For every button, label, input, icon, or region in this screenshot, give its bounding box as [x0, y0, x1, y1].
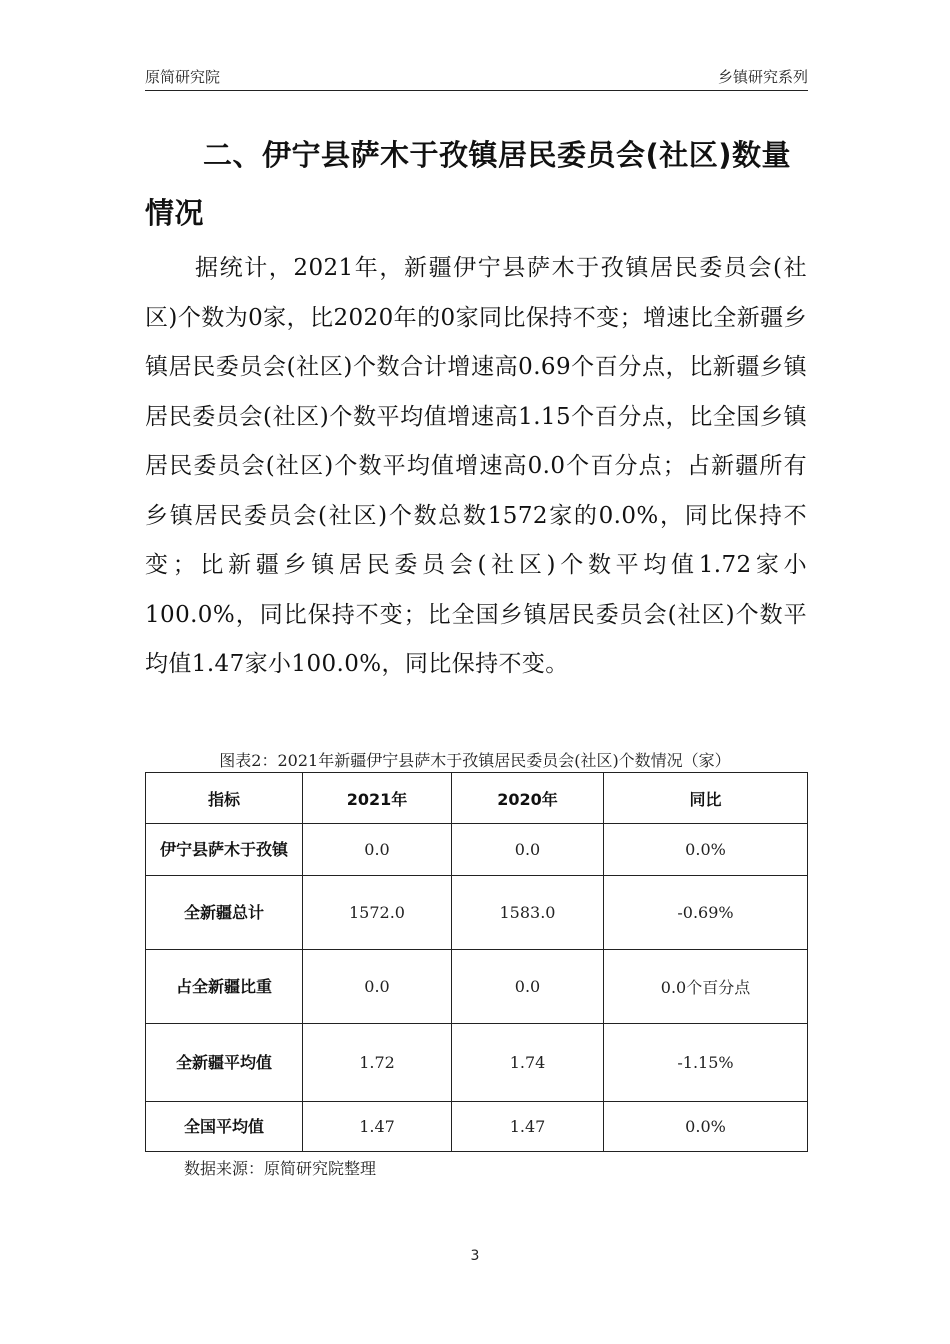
- table-cell: 1583.0: [452, 876, 604, 950]
- column-header-indicator: 指标: [146, 773, 303, 824]
- table-cell: 0.0%: [604, 1102, 808, 1152]
- table-cell: 1.47: [303, 1102, 452, 1152]
- column-header-2021: 2021年: [303, 773, 452, 824]
- section-title: 二、伊宁县萨木于孜镇居民委员会(社区)数量情况: [145, 138, 792, 230]
- header-org-name: 原简研究院: [145, 68, 221, 86]
- row-label: 占全新疆比重: [146, 950, 303, 1024]
- table-cell: 1572.0: [303, 876, 452, 950]
- table-row: [146, 876, 808, 950]
- table-cell: 0.0%: [604, 824, 808, 876]
- table-cell: 0.0个百分点: [604, 950, 808, 1024]
- page-number: 3: [470, 1248, 480, 1264]
- table-cell: 0.0: [452, 950, 604, 1024]
- row-label: 全新疆总计: [146, 876, 303, 950]
- table-cell: -0.69%: [604, 876, 808, 950]
- table-row: [146, 950, 808, 1024]
- row-label: 全国平均值: [146, 1102, 303, 1152]
- column-header-2020: 2020年: [452, 773, 604, 824]
- row-label: 全新疆平均值: [146, 1024, 303, 1102]
- table-source-note: 数据来源：原简研究院整理: [184, 1159, 377, 1178]
- header-series-name: 乡镇研究系列: [717, 68, 808, 86]
- table-header-row: [146, 773, 808, 824]
- table-cell: 0.0: [303, 950, 452, 1024]
- table-cell: -1.15%: [604, 1024, 808, 1102]
- table-row: [146, 824, 808, 876]
- row-label: 伊宁县萨木于孜镇: [146, 824, 303, 876]
- body-paragraph: 据统计，2021年，新疆伊宁县萨木于孜镇居民委员会(社区)个数为0家，比2020年的0家同比保持不变；增速比全新疆乡镇居民委员会(社区)个数合计增速高0.69个百分点，比新疆乡镇居民委员会(社区)个数平均值增速高1.15个百分点，比全国乡镇居民委员会(社区)个数平均值增速高0.0个百分点；占新疆所有乡镇居民委员会(社区)个数总数1572家的0.0%，同比保持不变；比新疆乡镇居民委员会(社区)个数平均值1.72家小100.0%，同比保持不变；比全国乡镇居民委员会(社区)个数平均值1.47家小100.0%，同比保持不变。: [145, 255, 807, 677]
- table-cell: 1.47: [452, 1102, 604, 1152]
- page-header: [145, 64, 808, 91]
- table-row: [146, 1102, 808, 1152]
- table-cell: 0.0: [452, 824, 604, 876]
- table-caption: 图表2：2021年新疆伊宁县萨木于孜镇居民委员会(社区)个数情况（家）: [219, 751, 731, 770]
- column-header-yoy: 同比: [604, 773, 808, 824]
- table-cell: 1.72: [303, 1024, 452, 1102]
- table-row: [146, 1024, 808, 1102]
- table-cell: 1.74: [452, 1024, 604, 1102]
- data-table: [145, 772, 808, 1152]
- table-cell: 0.0: [303, 824, 452, 876]
